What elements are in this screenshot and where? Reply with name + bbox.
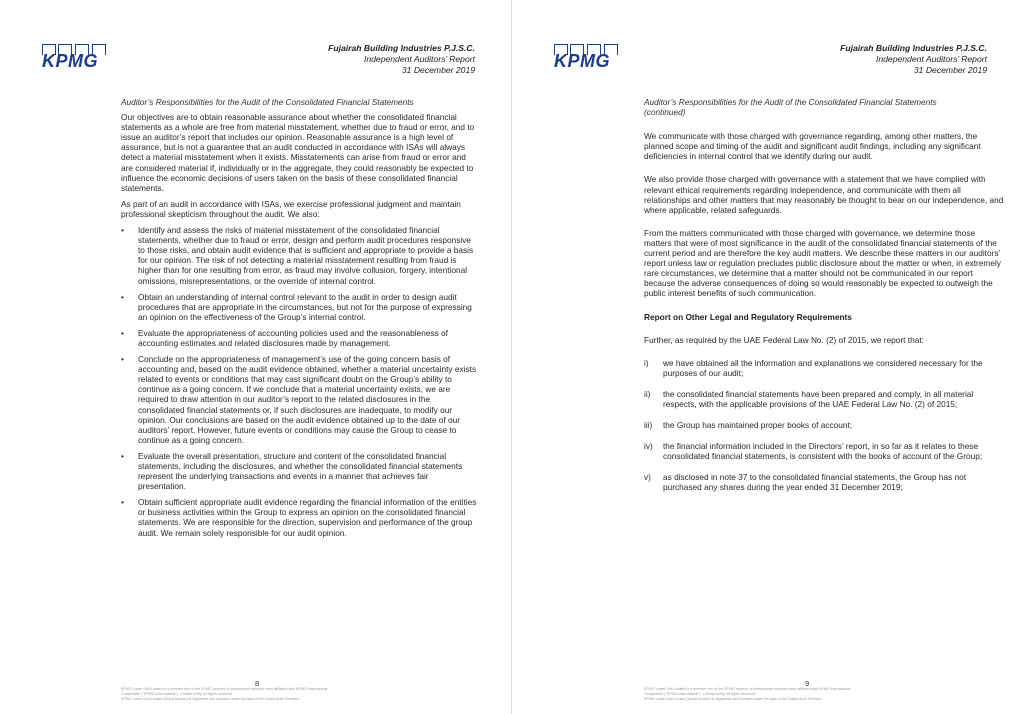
list-item: • Conclude on the appropriateness of management’s use of the going concern basis of accounting and, based on the audit evidence obtained, whether a material uncertainty exists related to events or conditions that may cast significant doubt on the Group’s ability to continue as a going concern. If we conclude that a material uncertainty exists, we are required to draw attention in our auditor’s report to the related disclosures in the consolidated financial statements or, if such disclosures are inadequate, to modify our opinion. Our conclusions are based on the audit evidence obtained up to the date of our auditors’ report. However, future events or conditions may cause the Group to cease to continue as a going concern. bbox=[121, 354, 477, 445]
paragraph: We also provide those charged with governance with a statement that we have complied with relevant ethical requirements regarding independence, and communicate with them all relationships and other matters that may reasonably be thought to bear on our independence, and where applicable, related safeguards. bbox=[644, 174, 1004, 215]
page-number: 8 bbox=[255, 679, 260, 688]
paragraph: As part of an audit in accordance with ISAs, we exercise professional judgment and maintain professional skepticism throughout the audit. We also: bbox=[121, 198, 461, 219]
list-item: i) we have obtained all the information and explanations we considered necessary for the purposes of our audit; bbox=[644, 357, 983, 378]
report-name: Independent Auditors’ Report bbox=[363, 54, 475, 64]
bullet-icon: • bbox=[121, 497, 124, 508]
list-item: • Obtain an understanding of internal control relevant to the audit in order to design audit procedures that are appropriate in the circumstances, but not for the purpose of expressing an opinion on the effectiveness of the Group’s internal control. bbox=[121, 291, 472, 322]
responsibilities-list bbox=[121, 225, 477, 538]
footer-notice: KPMG Lower Gulf Limited is a member firm of the KPMG network of independent member firms affiliated with KPMG International Cooperative ("KPMG International"), a Swiss entity. All rights reserved. KPMG Lower Gulf Limited (Dubai Branch) is registered and licensed under the laws of the United Arab Emirates. bbox=[121, 687, 328, 701]
legal-intro: Further, as required by the UAE Federal Law No. (2) of 2015, we report that: bbox=[644, 334, 924, 345]
section-title: Auditor’s Responsibilities for the Audit of the Consolidated Financial Statements bbox=[121, 97, 414, 107]
bullet-icon: • bbox=[121, 354, 124, 365]
paragraph: We communicate with those charged with governance regarding, among other matters, the planned scope and timing of the audit and significant audit findings, including any significant deficiencies in internal control that we identify during our audit. bbox=[644, 131, 981, 162]
legal-heading: Report on Other Legal and Regulatory Requirements bbox=[644, 311, 852, 322]
footer-notice: KPMG Lower Gulf Limited is a member firm of the KPMG network of independent member firms affiliated with KPMG International Cooperative ("KPMG International"), a Swiss entity. All rights reserved. KPMG Lower Gulf Limited (Dubai Branch) is registered and licensed under the laws of the United Arab Emirates. bbox=[644, 687, 851, 701]
legal-requirements-list bbox=[644, 358, 1004, 493]
list-item: • Identify and assess the risks of material misstatement of the consolidated financial statements, whether due to fraud or error, design and perform audit procedures responsive to those risks, and obtain audit evidence that is sufficient and appropriate to provide a basis for our opinion. The risk of not detecting a material misstatement resulting from fraud is higher than for one resulting from error, as fraud may involve collusion, forgery, intentional omissions, misrepresentations, or the override of internal control. bbox=[121, 225, 474, 286]
paragraph: Our objectives are to obtain reasonable assurance about whether the consolidated financial statements as a whole are free from material misstatement, whether due to fraud or error, and to issue an auditor’s report that includes our opinion. Reasonable assurance is a high level of assurance, but is not a guarantee that an audit conducted in accordance with ISAs will always detect a material misstatement when it exists. Misstatements can arise from fraud or error and are considered material if, individually or in the aggregate, they could reasonably be expected to influence the economic decisions of users taken on the basis of these consolidated financial statements. bbox=[121, 112, 475, 193]
report-date: 31 December 2019 bbox=[401, 65, 475, 75]
bullet-icon: • bbox=[121, 327, 124, 338]
section-title-continued: (continued) bbox=[644, 107, 686, 118]
kpmg-logo-text: KPMG bbox=[42, 51, 98, 71]
list-item: • Evaluate the overall presentation, structure and content of the consolidated financial statements, including the disclosures, and whether the consolidated financial statements represent the underlying transactions and events in a manner that achieves fair presentation. bbox=[121, 450, 463, 492]
company-name: Fujairah Building Industries P.J.S.C. bbox=[328, 43, 475, 53]
bullet-icon: • bbox=[121, 225, 124, 236]
page-number: 9 bbox=[805, 679, 810, 688]
kpmg-logo-text: KPMG bbox=[554, 51, 610, 71]
report-header bbox=[840, 43, 987, 76]
paragraph: From the matters communicated with those charged with governance, we determine those matters that were of most significance in the audit of the consolidated financial statements of the current period and are therefore the key audit matters. We describe these matters in our auditors’ report unless law or regulation precludes public disclosure about the matter or when, in extremely rare circumstances, we determine that a matter should not be communicated in our report because the adverse consequences of doing so would reasonably be expected to outweigh the public interest benefits of such communication. bbox=[644, 227, 1001, 299]
list-item: • Obtain sufficient appropriate audit evidence regarding the financial information of the entities or business activities within the Group to express an opinion on the consolidated financial statements. We are responsible for the direction, supervision and performance of the group audit. We remain solely responsible for our audit opinion. bbox=[121, 497, 477, 538]
list-item: iv) the financial information included in the Directors’ report, in so far as it relates to these consolidated financial statements, is consistent with the books of account of the Group; bbox=[644, 441, 983, 462]
page-9 bbox=[512, 0, 1023, 714]
page-9-content bbox=[644, 97, 1004, 504]
bullet-icon: • bbox=[121, 291, 124, 302]
list-item: • Evaluate the appropriateness of accounting policies used and the reasonableness of accounting estimates and related disclosures made by management. bbox=[121, 327, 448, 348]
report-date: 31 December 2019 bbox=[913, 65, 987, 75]
bullet-icon: • bbox=[121, 450, 124, 461]
list-item: ii) the consolidated financial statements have been prepared and comply, in all material respects, with the applicable provisions of the UAE Federal Law No. (2) of 2015; bbox=[644, 388, 974, 409]
report-header bbox=[328, 43, 475, 76]
kpmg-logo bbox=[42, 44, 108, 70]
list-item: iii) the Group has maintained proper books of account; bbox=[644, 420, 853, 431]
page-8-content bbox=[121, 97, 477, 544]
report-name: Independent Auditors’ Report bbox=[875, 54, 987, 64]
company-name: Fujairah Building Industries P.J.S.C. bbox=[840, 43, 987, 53]
section-title: Auditor’s Responsibilities for the Audit of the Consolidated Financial Statements bbox=[644, 97, 937, 107]
page-8 bbox=[0, 0, 511, 714]
list-item: v) as disclosed in note 37 to the consolidated financial statements, the Group has not purchased any shares during the year ended 31 December 2019; bbox=[644, 472, 967, 493]
kpmg-logo bbox=[554, 44, 620, 70]
